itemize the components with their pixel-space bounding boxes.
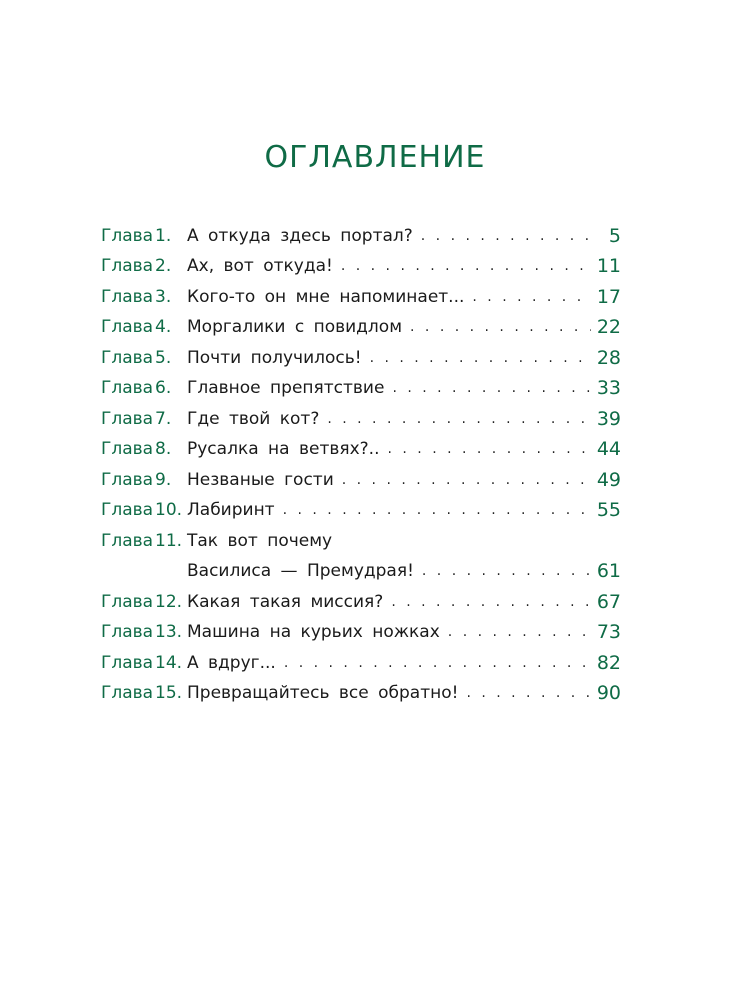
toc-entry: [101, 307, 621, 338]
toc-entry: [101, 276, 621, 307]
toc-entry-text: [187, 378, 621, 398]
chapter-word: Глава: [101, 317, 154, 337]
page-number: 39: [596, 407, 621, 430]
toc-entry-text: [187, 256, 621, 276]
toc-entry: [101, 398, 621, 429]
table-of-contents: [101, 215, 621, 703]
chapter-number: 6.: [155, 378, 172, 398]
chapter-number: 15.: [155, 683, 183, 703]
toc-entry: [101, 246, 621, 277]
chapter-number: 12.: [155, 591, 183, 612]
chapter-word: Глава: [101, 378, 154, 398]
chapter-title: А откуда здесь портал?: [187, 225, 413, 246]
chapter-title: Превращайтесь все обратно!: [187, 683, 459, 703]
chapter-label: [101, 439, 187, 459]
dot-leader: [392, 378, 590, 398]
chapter-number: 5.: [155, 347, 172, 368]
chapter-label: [101, 683, 187, 703]
toc-entry: [101, 490, 621, 521]
toc-entry: [101, 429, 621, 460]
chapter-label: [101, 531, 187, 551]
chapter-number: 8.: [155, 439, 172, 459]
page-number: 61: [596, 560, 621, 582]
toc-entry: [101, 581, 621, 612]
chapter-number: 11.: [155, 530, 183, 551]
dot-leader: [466, 683, 590, 703]
chapter-word: Глава: [101, 622, 154, 642]
toc-entry-continuation: [101, 551, 621, 582]
page-number: 22: [596, 316, 621, 338]
chapter-word: Глава: [101, 225, 154, 246]
page-number: 90: [596, 682, 621, 704]
chapter-title: Кого-то он мне напоминает...: [187, 286, 465, 307]
chapter-title: Почти получилось!: [187, 347, 362, 368]
chapter-title: А вдруг...: [187, 652, 276, 673]
toc-entry-text: [187, 531, 621, 551]
chapter-title: Главное препятствие: [187, 378, 385, 398]
toc-entry-text: [187, 226, 621, 246]
chapter-word: Глава: [101, 652, 154, 673]
chapter-label: [101, 348, 187, 368]
chapter-label: [101, 622, 187, 642]
chapter-number: 14.: [155, 652, 183, 673]
chapter-word: Глава: [101, 408, 154, 429]
chapter-number: 2.: [155, 256, 172, 276]
chapter-number: 9.: [155, 469, 172, 490]
chapter-title: Где твой кот?: [187, 408, 320, 429]
page-number: 28: [596, 346, 621, 369]
chapter-number: 7.: [155, 408, 172, 429]
toc-entry-text: [187, 561, 621, 581]
dot-leader: [422, 561, 591, 581]
dot-leader: [391, 592, 591, 612]
toc-entry: [101, 459, 621, 490]
page-number: 82: [596, 651, 621, 674]
chapter-title: Так вот почему: [187, 530, 333, 551]
toc-entry-text: [187, 317, 621, 337]
toc-entry-text: [187, 287, 621, 307]
chapter-title: Машина на курьих ножках: [187, 622, 440, 642]
toc-entry: [101, 612, 621, 643]
chapter-title: Русалка на ветвях?..: [187, 439, 380, 459]
chapter-label: [101, 409, 187, 429]
chapter-title: Моргалики с повидлом: [187, 317, 403, 337]
dot-leader: [284, 653, 591, 673]
dot-leader: [410, 317, 591, 337]
dot-leader: [342, 470, 591, 490]
toc-entry: [101, 642, 621, 673]
toc-entry: [101, 368, 621, 399]
page-number: 55: [596, 499, 621, 521]
chapter-label: [101, 317, 187, 337]
toc-entry-text: [187, 683, 621, 703]
page-number: 33: [596, 377, 621, 399]
toc-entry: [101, 337, 621, 368]
page-number: 73: [596, 621, 621, 643]
chapter-title: Ах, вот откуда!: [187, 256, 333, 276]
chapter-word: Глава: [101, 591, 154, 612]
page-number: 5: [608, 224, 621, 247]
page-title: ОГЛАВЛЕНИЕ: [264, 140, 486, 175]
page-number: 17: [596, 285, 621, 308]
chapter-word: Глава: [101, 683, 154, 703]
chapter-word: Глава: [101, 439, 154, 459]
dot-leader: [421, 226, 595, 246]
toc-entry-text: [187, 622, 621, 642]
chapter-label: [101, 256, 187, 276]
toc-entry: [101, 520, 621, 551]
dot-leader: [370, 348, 591, 368]
dot-leader: [283, 500, 591, 520]
chapter-word: Глава: [101, 530, 154, 551]
chapter-label: [101, 500, 187, 520]
toc-entry-text: [187, 439, 621, 459]
dot-leader: [448, 622, 591, 642]
toc-entry: [101, 215, 621, 246]
page-number: 11: [596, 255, 621, 277]
dot-leader: [472, 287, 590, 307]
chapter-title: Лабиринт: [187, 500, 275, 520]
toc-entry-text: [187, 409, 621, 429]
toc-entry-text: [187, 500, 621, 520]
toc-entry-text: [187, 592, 621, 612]
chapter-number: 4.: [155, 317, 172, 337]
toc-entry: [101, 673, 621, 704]
chapter-label: [101, 592, 187, 612]
chapter-word: Глава: [101, 256, 154, 276]
chapter-word: Глава: [101, 286, 154, 307]
chapter-number: 13.: [155, 622, 183, 642]
chapter-label: [101, 287, 187, 307]
page-number: 49: [596, 468, 621, 491]
chapter-label: [101, 470, 187, 490]
dot-leader: [327, 409, 590, 429]
toc-entry-text: [187, 348, 621, 368]
chapter-label: [101, 653, 187, 673]
page-number: 67: [596, 590, 621, 613]
toc-entry-text: [187, 470, 621, 490]
chapter-word: Глава: [101, 500, 154, 520]
chapter-title: Незваные гости: [187, 469, 334, 490]
chapter-word: Глава: [101, 469, 154, 490]
chapter-number: 1.: [155, 225, 172, 246]
chapter-number: 3.: [155, 286, 172, 307]
toc-entry-text: [187, 653, 621, 673]
chapter-label: [101, 378, 187, 398]
chapter-label: [101, 226, 187, 246]
dot-leader: [341, 256, 591, 276]
page-number: 44: [596, 438, 621, 460]
chapter-title-line2: Василиса — Премудрая!: [187, 561, 414, 581]
chapter-word: Глава: [101, 347, 154, 368]
chapter-title: Какая такая миссия?: [187, 591, 384, 612]
chapter-number: 10.: [155, 500, 183, 520]
dot-leader: [388, 439, 591, 459]
